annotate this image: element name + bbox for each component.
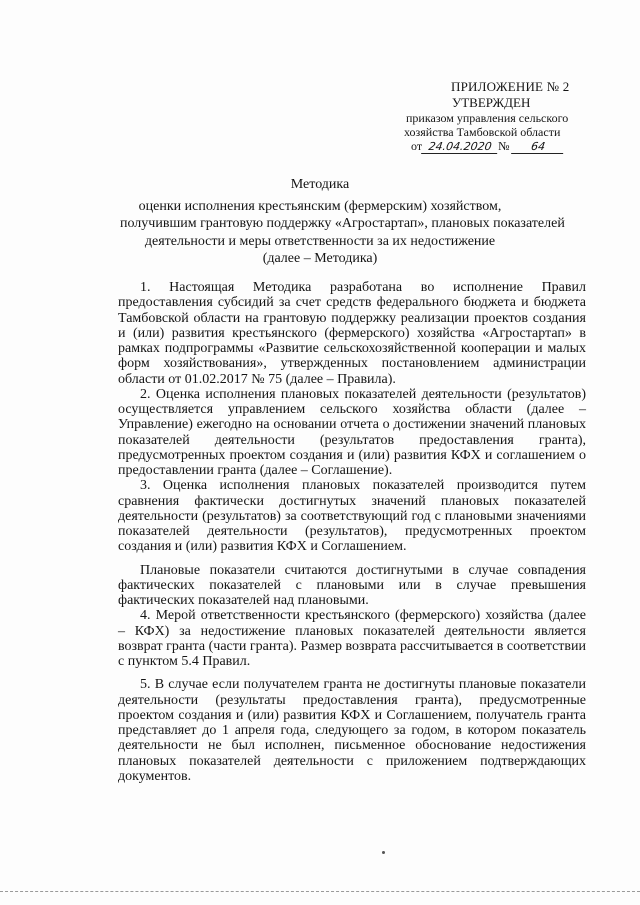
paragraph-4: 4. Мерой ответственности крестьянского (фермерского) хозяйства (далее – КФХ) за недостижение плановых показателей деятельности является возврат гранта (части гранта). Размер возврата рассчитывается в соответствии с пунктом 5.4 Правил.: [118, 608, 586, 669]
paragraph-1: 1. Настоящая Методика разработана во исполнение Правил предоставления субсидий за счет средств федерального бюджета и бюджета Тамбовской области на грантовую поддержку реализации проектов создания и (или) развития крестьянского (фермерского) хозяйства «Агростартап» в рамках подпрограммы «Развитие сельскохозяйственной кооперации и малых форм хозяйствования», утвержденных постановлением администрации области от 01.02.2017 № 75 (далее – Правила).: [118, 280, 586, 387]
paragraph-3-note: Плановые показатели считаются достигнутыми в случае совпадения фактических показателей с плановыми или в случае превышения фактических показателей над плановыми.: [118, 562, 586, 608]
order-line-1: приказом управления сельского: [406, 111, 569, 125]
appendix-label: ПРИЛОЖЕНИЕ № 2: [451, 79, 570, 94]
order-line-2: хозяйства Тамбовской области: [404, 125, 561, 139]
document-body: [118, 280, 586, 784]
paragraph-5: 5. В случае если получателем гранта не достигнуты плановые показатели деятельности (результаты предоставления гранта), предусмотренные проектом создания и (или) развития КФХ и Соглашением, получатель гранта представляет до 1 апреля года, следующего за годом, в котором показатель деятельности не был исполнен, письменное обоснование недостижения плановых показателей деятельности с приложением подтверждающих документов.: [118, 677, 586, 784]
scan-speck: [382, 851, 385, 854]
date-prefix: от: [411, 139, 423, 153]
order-date-number: [411, 139, 571, 154]
title-line-5: (далее – Методика): [262, 251, 378, 266]
document-title: [120, 176, 565, 268]
approved-label: УТВЕРЖДЕН: [452, 95, 531, 110]
paragraph-2: 2. Оценка исполнения плановых показателей деятельности (результатов) осуществляется управлением сельского хозяйства области (далее – Управление) ежегодно на основании отчета о достижении значений плановых показателей деятельности (результатов предоставления гранта), предусмотренных проектом создания и (или) развития КФХ и соглашением о предоставлении гранта (далее – Соглашение).: [118, 386, 586, 478]
handwritten-date: 24.04.2020: [421, 141, 499, 154]
title-line-1: Методика: [290, 177, 350, 192]
number-prefix: №: [498, 139, 510, 153]
paragraph-3: 3. Оценка исполнения плановых показателей производится путем сравнения фактически достигнутых значений плановых показателей деятельности (результатов) за соответствующий год с плановыми значениями показателей деятельности (результатов), предусмотренных проектом создания и (или) развития КФХ и Соглашением.: [118, 478, 586, 555]
title-line-3: получившим грантовую поддержку «Агростартап», плановых показателей: [120, 216, 565, 231]
handwritten-number: 64: [511, 141, 565, 154]
title-line-4: деятельности и меры ответственности за их недостижение: [144, 233, 496, 249]
title-line-2: оценки исполнения крестьянским (фермерским) хозяйством,: [138, 198, 502, 214]
page-bottom-rule: [0, 891, 640, 892]
